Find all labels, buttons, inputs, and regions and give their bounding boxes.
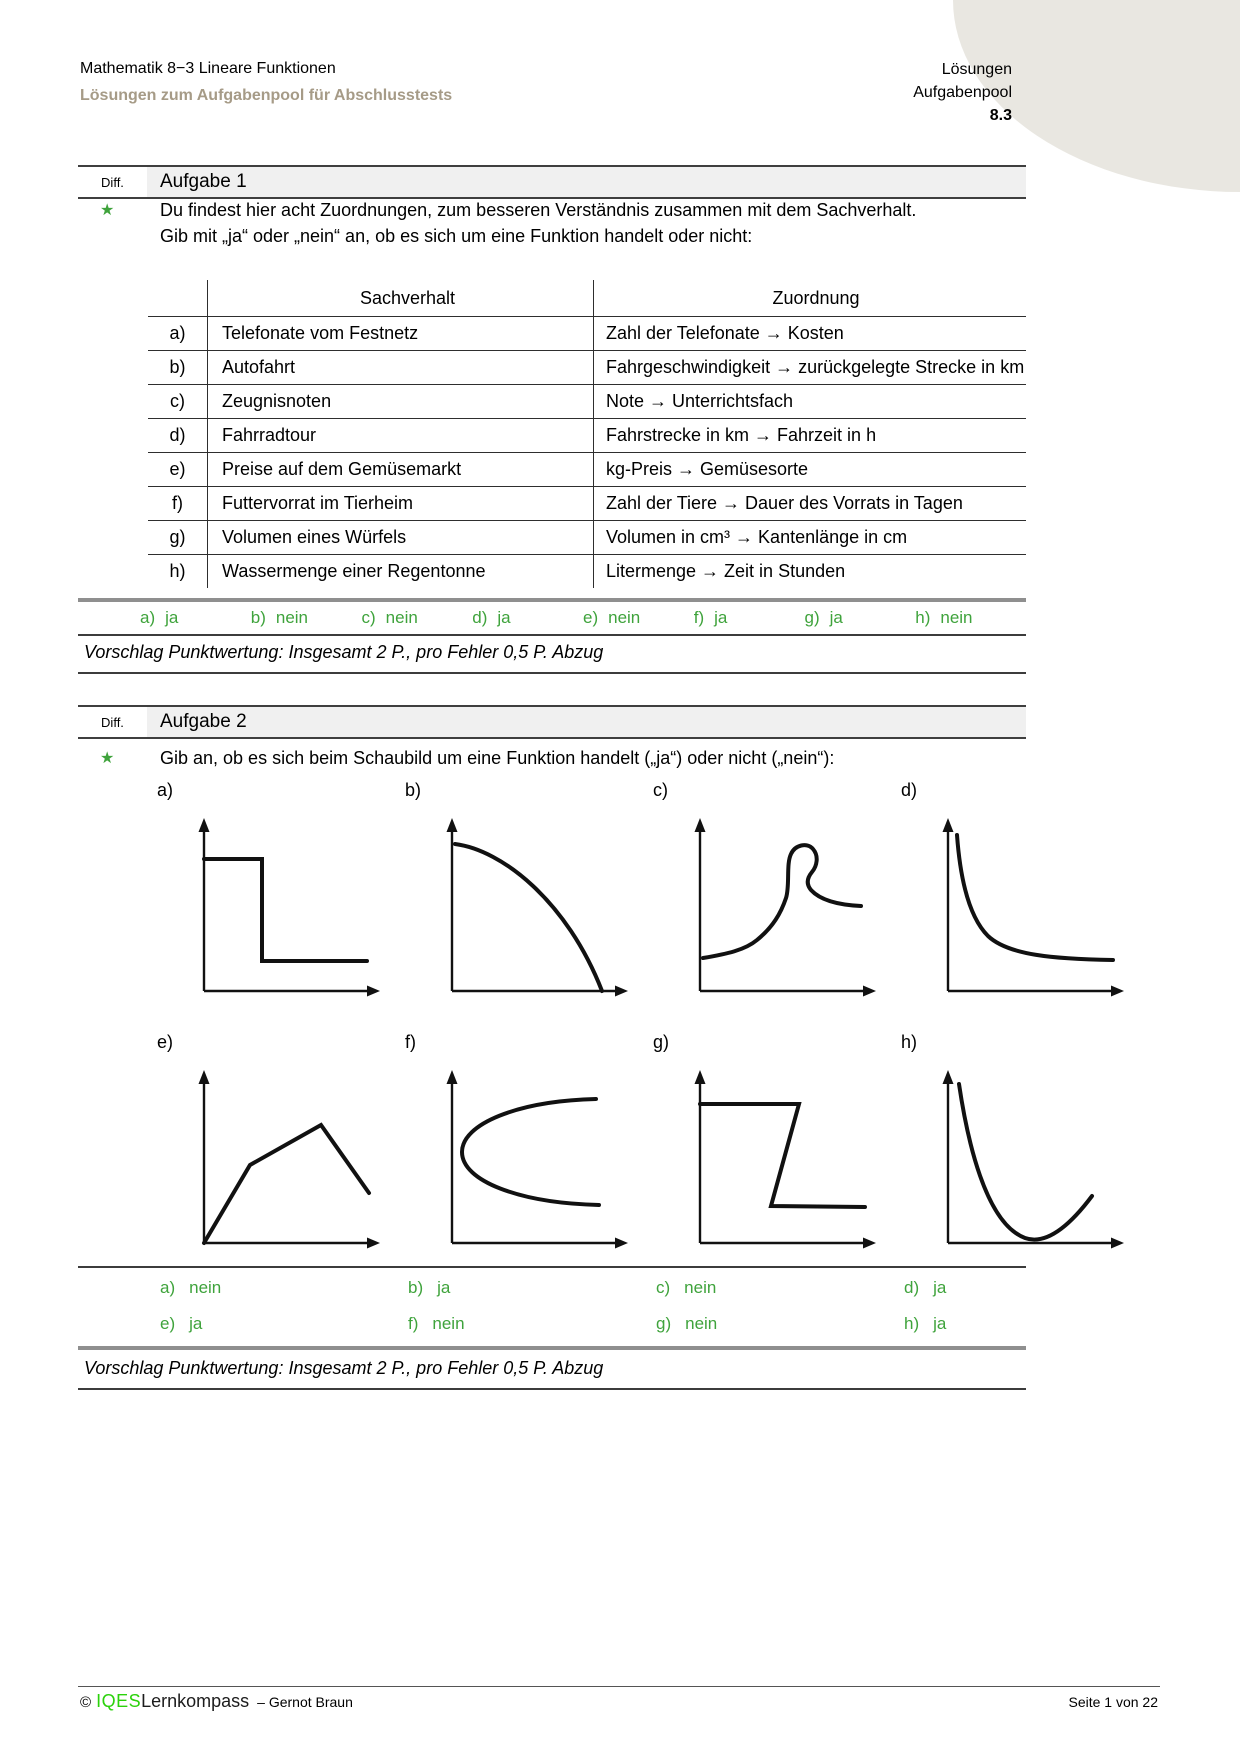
graph-label: d) — [901, 780, 918, 800]
graph-label: f) — [405, 1032, 416, 1052]
graph-c-plot — [675, 816, 880, 1011]
task2-answers-row2 — [160, 1314, 1152, 1334]
row-letter: c) — [148, 385, 208, 419]
graph-b-plot — [427, 816, 632, 1011]
answer-item — [656, 1314, 904, 1334]
graph-d-plot — [923, 816, 1128, 1011]
task1-scoring-note: Vorschlag Punktwertung: Insgesamt 2 P., pro Fehler 0,5 P. Abzug — [78, 636, 1026, 674]
x-axis-arrow-icon — [1111, 1238, 1124, 1249]
row-zuordnung: kg-Preis → Gemüsesorte — [594, 453, 1027, 487]
x-axis-arrow-icon — [367, 1238, 380, 1249]
corner-line-loesungen: Lösungen — [941, 61, 1012, 78]
answer-letter: d) — [472, 608, 488, 627]
row-letter: d) — [148, 419, 208, 453]
row-letter: b) — [148, 351, 208, 385]
row-zuordnung: Zahl der Telefonate → Kosten — [594, 317, 1027, 351]
graph-a-plot — [179, 816, 384, 1011]
graph-curve — [455, 844, 602, 991]
graph-label: h) — [901, 1032, 918, 1052]
footer-rule — [78, 1686, 1160, 1687]
answer-item — [915, 608, 1026, 628]
table-row — [148, 351, 1026, 385]
row-zuordnung: Fahrgeschwindigkeit → zurückgelegte Strecke in km — [594, 351, 1027, 385]
graph-g-plot — [675, 1068, 880, 1263]
answer-value: ja — [829, 608, 843, 627]
answer-item — [408, 1314, 656, 1334]
graph-f-plot — [427, 1068, 632, 1263]
graph-curve — [700, 1104, 865, 1207]
graph-cell-b — [405, 780, 653, 1011]
answer-value: nein — [432, 1314, 465, 1333]
answer-value: nein — [685, 1314, 718, 1333]
task2-difficulty-star-icon: ★ — [100, 750, 115, 767]
row-sachverhalt: Fahrradtour — [208, 419, 594, 453]
graph-h-plot — [923, 1068, 1128, 1263]
row-sachverhalt: Zeugnisnoten — [208, 385, 594, 419]
row-zuordnung: Volumen in cm³ → Kantenlänge in cm — [594, 521, 1027, 555]
task1-table-header-row — [148, 280, 1026, 317]
graph-label: e) — [157, 1032, 174, 1052]
y-axis-arrow-icon — [943, 818, 954, 832]
copyright-icon: © — [80, 1694, 92, 1711]
answer-value: ja — [933, 1314, 947, 1333]
document-subtitle: Lösungen zum Aufgabenpool für Abschlusstests — [80, 87, 453, 104]
graph-cell-d — [901, 780, 1149, 1011]
row-letter: g) — [148, 521, 208, 555]
task2-header-bar — [78, 705, 1026, 739]
task1-instructions — [160, 197, 1030, 249]
answer-letter: a) — [140, 608, 156, 627]
task1-title: Aufgabe 1 — [147, 167, 1026, 197]
answer-item — [904, 1278, 1152, 1298]
answer-item — [583, 608, 694, 628]
table-row — [148, 385, 1026, 419]
row-zuordnung: Litermenge → Zeit in Stunden — [594, 555, 1027, 589]
row-letter: f) — [148, 487, 208, 521]
answer-value: nein — [189, 1278, 222, 1297]
footer-author: – Gernot Braun — [257, 1694, 353, 1710]
answer-letter: c) — [361, 608, 376, 627]
row-zuordnung: Fahrstrecke in km → Fahrzeit in h — [594, 419, 1027, 453]
graph-cell-f — [405, 1032, 653, 1263]
answer-letter: e) — [583, 608, 599, 627]
task1-instruction-line2: Gib mit „ja“ oder „nein“ an, ob es sich um eine Funktion handelt oder nicht: — [160, 226, 753, 246]
answer-item — [805, 608, 916, 628]
answer-value: ja — [714, 608, 728, 627]
graph-cell-c — [653, 780, 901, 1011]
graph-curve — [204, 859, 367, 961]
x-axis-arrow-icon — [1111, 986, 1124, 997]
y-axis-arrow-icon — [199, 818, 210, 832]
footer-brand-iqes: IQES — [96, 1691, 142, 1711]
answer-letter: e) — [160, 1314, 176, 1333]
row-sachverhalt: Futtervorrat im Tierheim — [208, 487, 594, 521]
answer-item — [140, 608, 251, 628]
graph-label: b) — [405, 780, 422, 800]
answer-value: ja — [933, 1278, 947, 1297]
answer-letter: f) — [693, 608, 705, 627]
graph-curve — [959, 1084, 1092, 1240]
y-axis-arrow-icon — [695, 1070, 706, 1084]
table-row — [148, 555, 1026, 589]
answer-value: nein — [684, 1278, 717, 1297]
task1-difficulty-star-icon: ★ — [100, 202, 115, 219]
graph-label: g) — [653, 1032, 670, 1052]
table-row — [148, 453, 1026, 487]
x-axis-arrow-icon — [367, 986, 380, 997]
task1-header-bar — [78, 165, 1026, 199]
graph-curve — [703, 845, 861, 958]
answer-value: nein — [275, 608, 309, 627]
task2-answers-row1 — [160, 1278, 1152, 1298]
answer-item — [694, 608, 805, 628]
graph-cell-h — [901, 1032, 1149, 1263]
graph-curve — [462, 1099, 599, 1205]
graph-e-plot — [179, 1068, 384, 1263]
row-sachverhalt: Telefonate vom Festnetz — [208, 317, 594, 351]
x-axis-arrow-icon — [615, 1238, 628, 1249]
graph-cell-e — [157, 1032, 405, 1263]
graph-cell-a — [157, 780, 405, 1011]
answer-item — [904, 1314, 1152, 1334]
answer-letter: c) — [656, 1278, 671, 1297]
answer-item — [362, 608, 473, 628]
answer-letter: d) — [904, 1278, 920, 1297]
graph-curve — [204, 1125, 369, 1243]
y-axis-arrow-icon — [199, 1070, 210, 1084]
row-zuordnung: Note → Unterrichtsfach — [594, 385, 1027, 419]
task2-graphs-row1 — [157, 780, 1149, 1011]
answer-letter: b) — [408, 1278, 424, 1297]
footer-brand — [80, 1691, 353, 1712]
task2-title: Aufgabe 2 — [147, 707, 1026, 737]
corner-chapter-number: 8.3 — [989, 107, 1012, 124]
table-row — [148, 521, 1026, 555]
answer-item — [472, 608, 583, 628]
footer — [80, 1691, 1158, 1712]
answer-item — [408, 1278, 656, 1298]
answer-item — [251, 608, 362, 628]
answer-value: nein — [608, 608, 641, 627]
graph-label: a) — [157, 780, 174, 800]
answer-letter: b) — [250, 608, 266, 627]
answer-letter: g) — [656, 1314, 672, 1333]
table-row — [148, 419, 1026, 453]
task1-answers-row — [78, 598, 1026, 636]
task2-instructions — [160, 745, 1030, 771]
row-letter: e) — [148, 453, 208, 487]
x-axis-arrow-icon — [863, 986, 876, 997]
corner-line-aufgabenpool: Aufgabenpool — [913, 84, 1012, 101]
x-axis-arrow-icon — [863, 1238, 876, 1249]
y-axis-arrow-icon — [447, 1070, 458, 1084]
task1-col-letter-header — [148, 280, 208, 317]
footer-page-number: Seite 1 von 22 — [1068, 1694, 1158, 1710]
table-row — [148, 487, 1026, 521]
answer-value: nein — [385, 608, 418, 627]
task2-answers-bottom-rule — [78, 1346, 1026, 1350]
task1-diff-label: Diff. — [78, 167, 147, 197]
row-sachverhalt: Autofahrt — [208, 351, 594, 385]
answer-value: ja — [497, 608, 511, 627]
row-zuordnung: Zahl der Tiere → Dauer des Vorrats in Tagen — [594, 487, 1027, 521]
answer-letter: h) — [915, 608, 931, 627]
x-axis-arrow-icon — [615, 986, 628, 997]
answer-letter: h) — [904, 1314, 920, 1333]
row-sachverhalt: Preise auf dem Gemüsemarkt — [208, 453, 594, 487]
task1-col-zuordnung-header: Zuordnung — [772, 287, 860, 308]
answer-value: ja — [189, 1314, 203, 1333]
row-sachverhalt: Volumen eines Würfels — [208, 521, 594, 555]
task2-instruction-line: Gib an, ob es sich beim Schaubild um eine Funktion handelt („ja“) oder nicht („nein“): — [160, 748, 835, 768]
task1-col-sachverhalt-header: Sachverhalt — [208, 280, 594, 317]
row-sachverhalt: Wassermenge einer Regentonne — [208, 555, 594, 589]
graph-cell-g — [653, 1032, 901, 1263]
document-title: Mathematik 8−3 Lineare Funktionen — [80, 60, 336, 77]
corner-label-block — [913, 58, 1012, 127]
task2-diff-label: Diff. — [78, 707, 147, 737]
task1-instruction-line1: Du findest hier acht Zuordnungen, zum besseren Verständnis zusammen mit dem Sachverhalt. — [160, 200, 917, 220]
table-row — [148, 317, 1026, 351]
y-axis-arrow-icon — [943, 1070, 954, 1084]
y-axis-arrow-icon — [447, 818, 458, 832]
y-axis-arrow-icon — [695, 818, 706, 832]
answer-value: nein — [940, 608, 973, 627]
footer-brand-lernkompass: Lernkompass — [141, 1691, 250, 1711]
graph-label: c) — [653, 780, 668, 800]
answer-item — [160, 1314, 408, 1334]
answer-letter: g) — [804, 608, 820, 627]
row-letter: a) — [148, 317, 208, 351]
task2-scoring-note: Vorschlag Punktwertung: Insgesamt 2 P., pro Fehler 0,5 P. Abzug — [78, 1352, 1026, 1390]
answer-letter: a) — [160, 1278, 176, 1297]
task2-graphs-row2 — [157, 1032, 1149, 1263]
graph-curve — [957, 835, 1113, 960]
answer-letter: f) — [408, 1314, 419, 1333]
answer-value: ja — [437, 1278, 451, 1297]
row-letter: h) — [148, 555, 208, 589]
task2-answers-top-rule — [78, 1266, 1026, 1268]
task1-table — [148, 280, 1026, 588]
answer-item — [656, 1278, 904, 1298]
answer-item — [160, 1278, 408, 1298]
answer-value: ja — [165, 608, 179, 627]
